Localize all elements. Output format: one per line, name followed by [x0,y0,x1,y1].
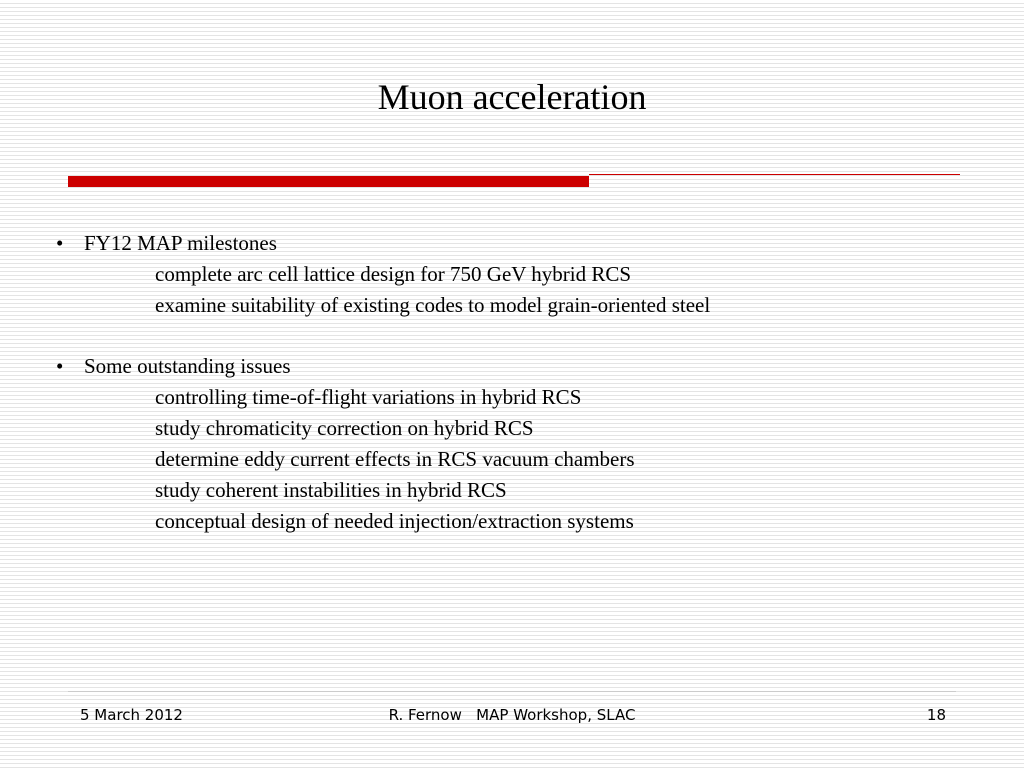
sub-item: controlling time-of-flight variations in hybrid RCS [155,385,582,409]
footer-author-event [0,704,1024,726]
footer-divider [68,691,956,692]
bullet-item [56,228,956,259]
bullet-item [56,351,956,382]
sub-item: complete arc cell lattice design for 750 GeV hybrid RCS [155,262,632,286]
bullet-text: FY12 MAP milestones [84,231,277,255]
bullet-text: Some outstanding issues [84,354,291,378]
footer-page-number: 18 [926,706,946,724]
bullet-group-milestones [56,228,956,321]
bullet-glyph: • [56,231,64,255]
bullet-group-issues [56,351,956,537]
sub-item: determine eddy current effects in RCS vacuum chambers [155,447,635,471]
sub-item: conceptual design of needed injection/extraction systems [155,509,634,533]
sub-item: study chromaticity correction on hybrid RCS [155,416,534,440]
footer-date: 5 March 2012 [80,706,183,724]
slide-title: Muon acceleration [377,77,647,117]
footer-author-event-text: R. Fernow MAP Workshop, SLAC [388,706,636,724]
sub-item: study coherent instabilities in hybrid RCS [155,478,507,502]
sub-item: examine suitability of existing codes to model grain-oriented steel [155,293,711,317]
bullet-glyph: • [56,354,64,378]
